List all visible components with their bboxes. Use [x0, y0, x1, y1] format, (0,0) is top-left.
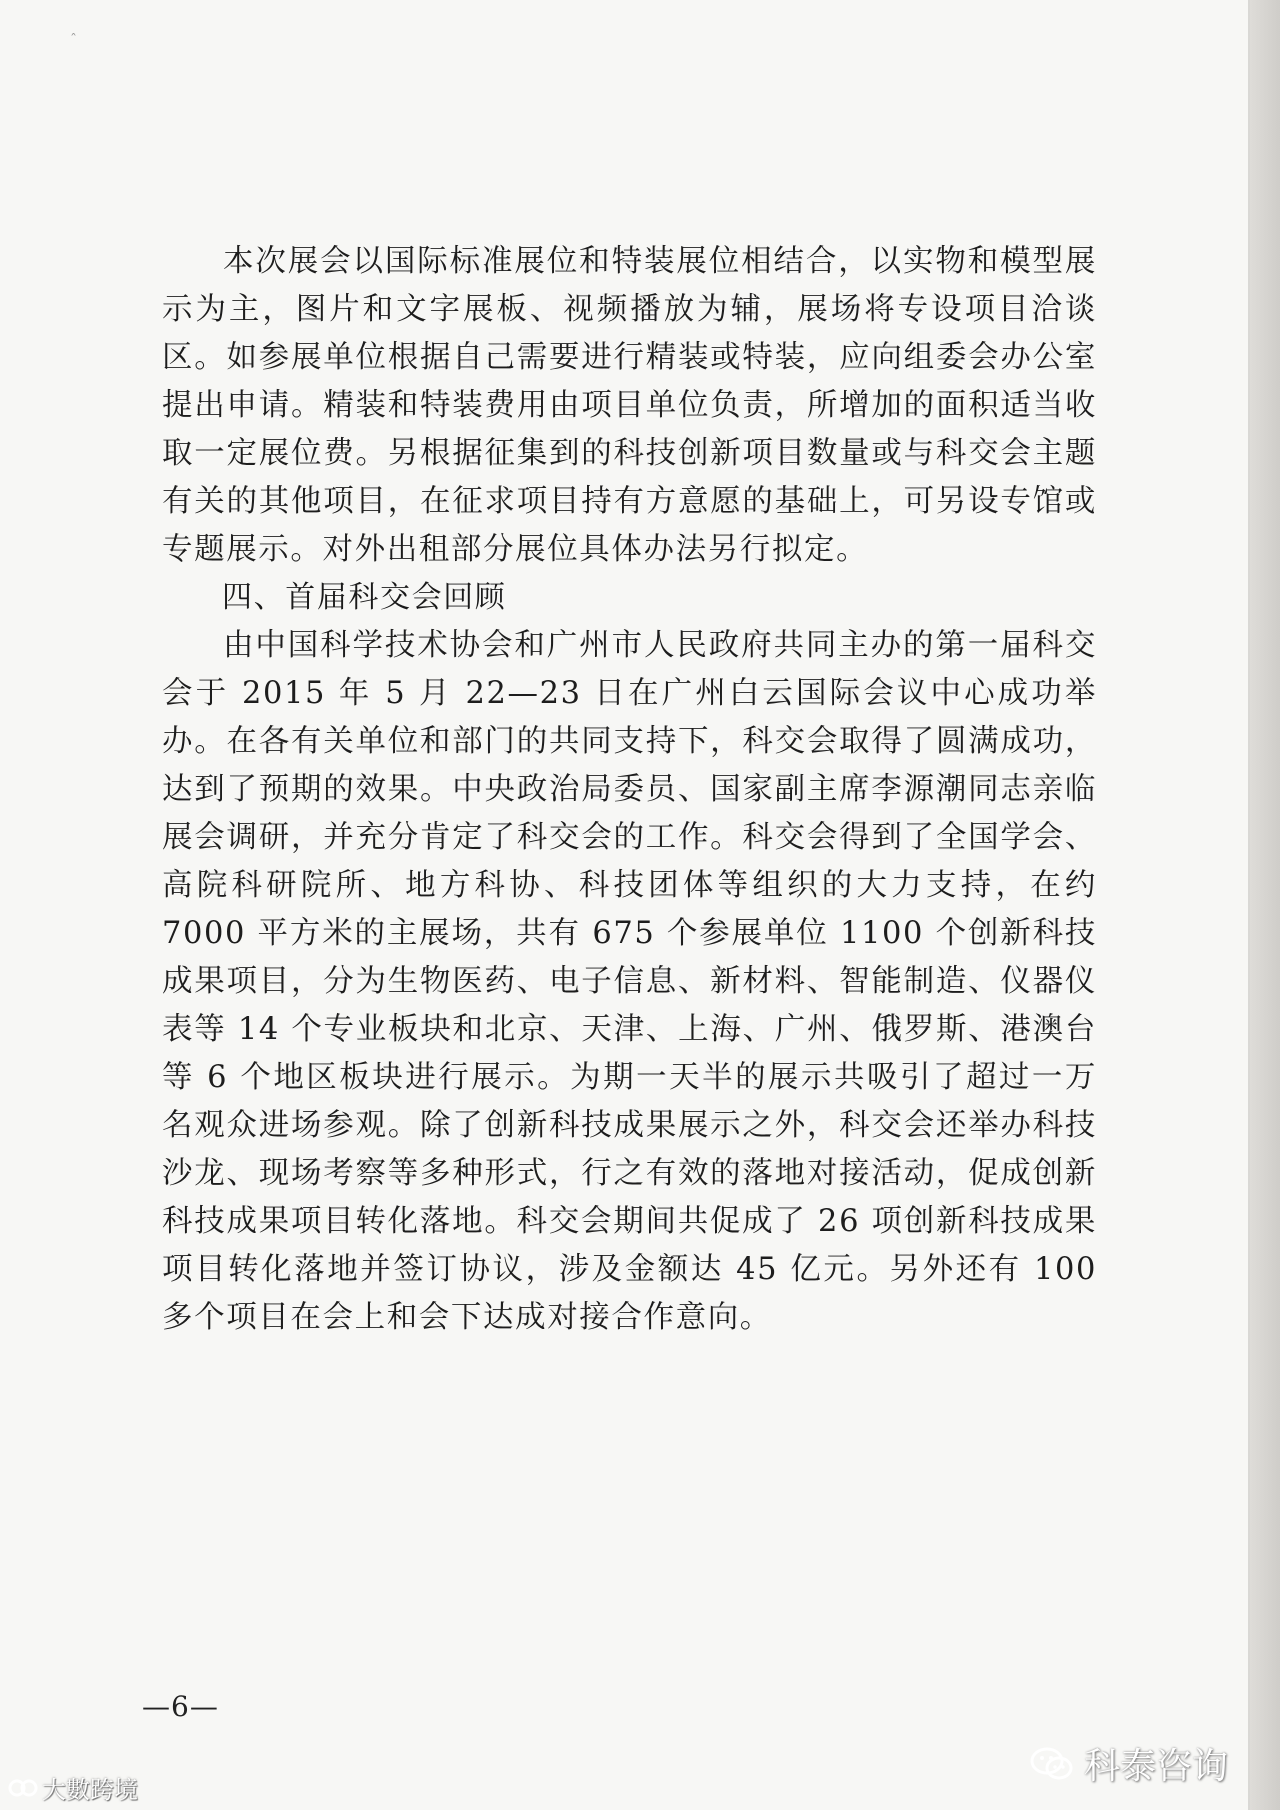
- source-watermark: [8, 1770, 138, 1805]
- wechat-icon: [1030, 1747, 1074, 1781]
- wechat-watermark: [1030, 1738, 1228, 1789]
- source-name: 大數跨境: [42, 1776, 138, 1804]
- document-body: [162, 238, 1097, 1342]
- paragraph-booth-arrangement: 本次展会以国际标准展位和特装展位相结合，以实物和模型展示为主，图片和文字展板、视频播放为辅，展场将专设项目洽谈区。如参展单位根据自己需要进行精装或特装，应向组委会办公室提出申请。精装和特装费用由项目单位负责，所增加的面积适当收取一定展位费。另根据征集到的科技创新项目数量或与科交会主题有关的其他项目，在征求项目持有方意愿的基础上，可另设专馆或专题展示。对外出租部分展位具体办法另行拟定。: [162, 244, 1097, 567]
- wechat-account-name: 科泰咨询: [1083, 1746, 1228, 1787]
- page-number: —6—: [142, 1690, 219, 1723]
- section-heading: 四、首届科交会回顾: [222, 580, 507, 615]
- paragraph-first-fair-review: 由中国科学技术协会和广州市人民政府共同主办的第一届科交会于 2015 年 5 月 22—23 日在广州白云国际会议中心成功举办。在各有关单位和部门的共同支持下，科交会取得了圆满成功，达到了预期的效果。中央政治局委员、国家副主席李源潮同志亲临展会调研，并充分肯定了科交会的工作。科交会得到了全国学会、高院科研院所、地方科协、科技团体等组织的大力支持，在约 7000 平方米的主展场，共有 675 个参展单位 1100 个创新科技成果项目，分为生物医药、电子信息、新材料、智能制造、仪器仪表等 14 个专业板块和北京、天津、上海、广州、俄罗斯、港澳台等 6 个地区板块进行展示。为期一天半的展示共吸引了超过一万名观众进场参观。除了创新科技成果展示之外，科交会还举办科技沙龙、现场考察等多种形式，行之有效的落地对接活动，促成创新科技成果项目转化落地。科交会期间共促成了 26 项创新科技成果项目转化落地并签订协议，涉及金额达 45 亿元。另外还有 100 多个项目在会上和会下达成对接合作意向。: [162, 628, 1097, 1335]
- scan-edge-shadow: [1250, 0, 1280, 1810]
- source-logo-icon: [8, 1776, 38, 1800]
- corner-mark: ˆ: [70, 32, 77, 48]
